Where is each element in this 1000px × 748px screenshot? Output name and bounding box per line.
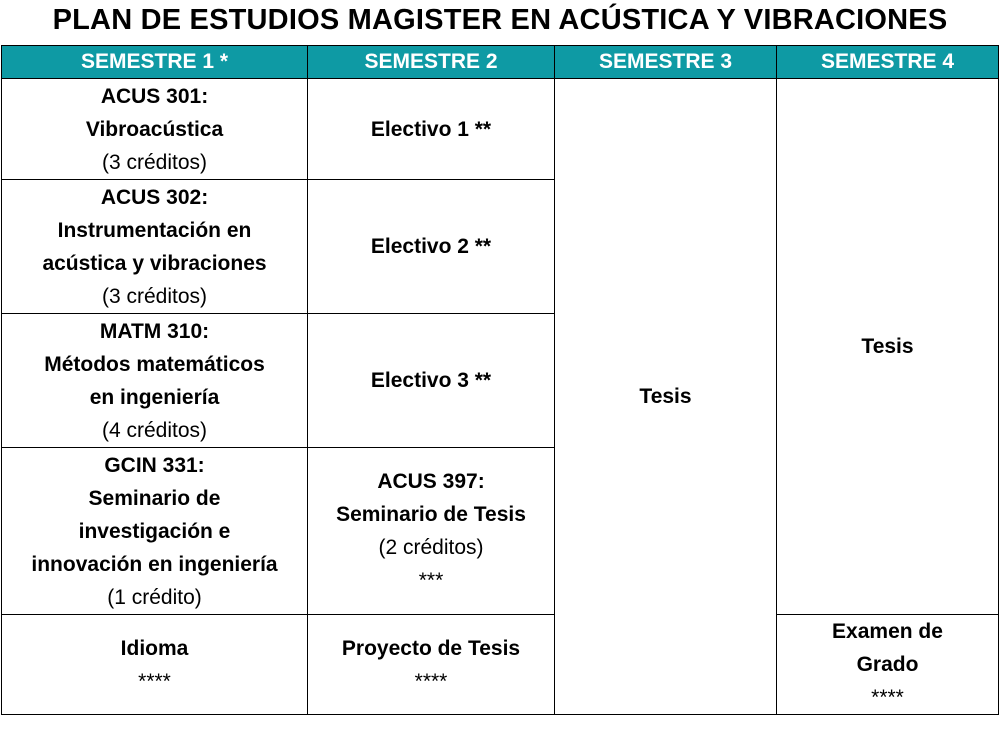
header-semester-4: SEMESTRE 4 [777, 46, 999, 79]
course-name-line-1: Métodos matemáticos [44, 352, 265, 376]
course-acus-302 [2, 180, 308, 314]
course-acus-301 [2, 79, 308, 180]
course-name: Seminario de Tesis [336, 503, 526, 526]
header-semester-1: SEMESTRE 1 * [2, 46, 308, 79]
header-semester-2: SEMESTRE 2 [308, 46, 555, 79]
course-electivo-2 [308, 180, 555, 314]
course-credits: (1 crédito) [107, 585, 202, 609]
course-electivo-3 [308, 314, 555, 448]
course-proyecto-de-tesis [308, 615, 555, 715]
course-code: ACUS 301: [100, 84, 209, 108]
course-gcin-331 [2, 448, 308, 615]
course-credits: (3 créditos) [101, 284, 208, 308]
course-code: MATM 310: [99, 319, 210, 343]
course-name-line-1: Seminario de [88, 486, 221, 510]
course-name: Electivo 2 ** [370, 235, 492, 258]
header-row [2, 46, 999, 79]
course-credits: (2 créditos) [378, 536, 484, 559]
course-name: Tesis [639, 385, 692, 408]
course-matm-310 [2, 314, 308, 448]
course-name: Proyecto de Tesis [341, 636, 521, 660]
course-name: Electivo 1 ** [370, 117, 492, 141]
course-name-line-2: investigación e [78, 519, 231, 543]
course-name-line-3: innovación en ingeniería [31, 552, 278, 576]
course-credits: (4 créditos) [101, 418, 208, 442]
course-electivo-1 [308, 79, 555, 180]
course-code: GCIN 331: [104, 453, 205, 477]
course-note: **** [414, 669, 448, 693]
course-tesis-semester-4 [777, 79, 999, 615]
course-name: Idioma [120, 636, 189, 660]
page-title: PLAN DE ESTUDIOS MAGISTER EN ACÚSTICA Y VIBRACIONES [52, 4, 948, 36]
course-name: Electivo 3 ** [370, 369, 492, 392]
course-note: **** [871, 686, 904, 709]
course-examen-de-grado [777, 615, 999, 715]
course-name-line-2: Grado [856, 653, 919, 676]
course-code: ACUS 302: [100, 185, 209, 209]
table-row [2, 615, 999, 715]
course-name-line-2: en ingeniería [89, 385, 220, 409]
course-name-line-1: Instrumentación en [57, 218, 252, 242]
course-name: Tesis [861, 335, 914, 358]
course-code: ACUS 397: [377, 470, 485, 493]
course-acus-397 [308, 448, 555, 615]
course-note: **** [138, 669, 171, 693]
course-tesis-semester-3 [555, 79, 777, 715]
table-row [2, 79, 999, 180]
course-name-line-1: Examen de [832, 620, 943, 643]
study-plan-table [1, 45, 999, 715]
header-semester-3: SEMESTRE 3 [555, 46, 777, 79]
course-credits: (3 créditos) [101, 150, 208, 174]
course-idioma [2, 615, 308, 715]
course-name: Vibroacústica [85, 117, 224, 141]
course-note: *** [418, 569, 444, 592]
course-name-line-2: acústica y vibraciones [42, 251, 267, 275]
